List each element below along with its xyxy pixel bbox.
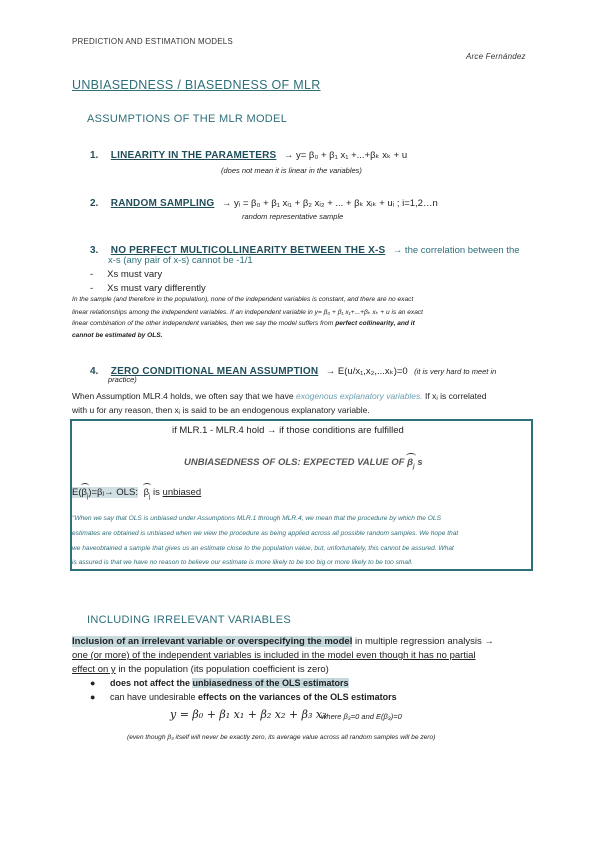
assumption-2-formula: → yᵢ = β₀ + β₁ xᵢ₁ + β₂ xᵢ₂ + ... + βₖ xᵢₖ + uᵢ ; i=1,2…n (221, 198, 438, 209)
page-title: UNBIASEDNESS / BIASEDNESS OF MLR (72, 78, 321, 92)
irrelevant-bullet-1: ● does not affect the unbiasedness of the OLS estimators (90, 678, 349, 688)
assumption-4-para-line-1 (72, 391, 486, 402)
author-name: Arce Fernández (466, 52, 526, 61)
box-heading (184, 457, 423, 470)
assumption-4-note: (it is very hard to meet in (414, 367, 497, 376)
bullet-bold-text: effects on the variances of the OLS estimators (198, 692, 397, 702)
bullet-highlight: unbiasedness of the OLS estimators (192, 678, 349, 688)
eq-text: is (153, 487, 160, 498)
assumption-3-para-line-2: linear relationships among the independent variables. If an independent variable in y= β₀ + β₁ x₁+...+βₖ xₖ + u is an exact (72, 309, 424, 316)
box-equation (72, 487, 201, 500)
beta-symbol: β (407, 457, 414, 468)
assumption-4-para-line-2: with u for any reason, then xⱼ is said to be an endogenous explanatory variable. (72, 405, 370, 415)
irrelevant-para-line-2: one (or more) of the independent variables is included in the model even though it has no partial (72, 650, 476, 661)
para-text: linear combination of the other independent variables, then we say the model suffers from (72, 320, 334, 327)
beta-symbol: β (143, 487, 150, 498)
assumption-2-label: RANDOM SAMPLING (110, 198, 215, 209)
regression-equation-condition: where β₃=0 and E(β₃)=0 (321, 712, 402, 721)
beta-hat-symbol (144, 487, 151, 500)
overspecifying-term: Inclusion of an irrelevant variable or overspecifying the model (72, 636, 353, 647)
beta-hat-symbol (82, 487, 89, 500)
eq-text: )=βⱼ→ OLS: (88, 487, 138, 498)
subscript: j (149, 493, 151, 500)
assumption-3-line1: → the correlation between the (392, 245, 520, 256)
box-quote-line-4: is assured is that we have no reason to believe our estimate is more likely to be too big or more likely to be too small. (72, 559, 413, 566)
assumption-3-label: NO PERFECT MULTICOLLINEARITY BETWEEN THE X-S (110, 245, 386, 256)
box-heading-tail: s (417, 457, 423, 468)
course-header: PREDICTION AND ESTIMATION MODELS (72, 37, 233, 46)
box-condition-line: if MLR.1 - MLR.4 hold → if those conditions are fulfilled (172, 425, 404, 436)
beta-hat-symbol (407, 457, 415, 470)
box-quote-line-3: we haveobtained a sample that gives us an estimate close to the population value, but, unfortunately, this cannot be assured. What (72, 545, 454, 552)
para-text: If xⱼ is correlated (424, 391, 487, 401)
assumption-4-formula: → E(u/x₁,x₂,...xₖ)=0 (325, 366, 408, 377)
assumption-3-para-line-4: cannot be estimated by OLS. (72, 332, 163, 339)
section-heading-assumptions: ASSUMPTIONS OF THE MLR MODEL (87, 113, 288, 125)
box-quote-line-2: estimates are obtained is unbiased when we view the procedure as being applied across all possible random samples. We hope that (72, 530, 459, 537)
subscript: j (413, 463, 415, 470)
assumption-4-label: ZERO CONDITIONAL MEAN ASSUMPTION (110, 366, 319, 377)
subscript: j (86, 493, 89, 500)
assumption-2 (90, 193, 438, 211)
exogenous-term: exogenous explanatory variables. (295, 391, 423, 401)
assumption-3-para-line-3 (72, 320, 415, 327)
para-text: in multiple regression analysis → (354, 636, 494, 647)
irrelevant-bullet-2: ● can have undesirable effects on the variances of the OLS estimators (90, 692, 397, 702)
assumption-3-line2: x-s (any pair of x-s) cannot be -1/1 (108, 255, 253, 266)
assumption-number: 2. (90, 198, 99, 209)
expected-value-highlight (72, 487, 138, 498)
assumption-1-note: (does not mean it is linear in the variables) (221, 166, 362, 175)
assumption-number: 1. (90, 150, 99, 161)
assumption-3-para-line-1: In the sample (and therefore in the population), none of the independent variables is constant, and there are no exact (72, 296, 414, 303)
box-quote-line-1: "When we say that OLS is unbiased under Assumptions MLR.1 through MLR.4, we mean that the procedure by which the OLS (72, 515, 441, 522)
irrelevant-para-line-3 (72, 664, 329, 675)
box-heading-text: UNBIASEDNESS OF OLS: EXPECTED VALUE OF (184, 457, 405, 468)
assumption-4-note-cont: practice) (108, 375, 137, 384)
eq-text: E( (72, 487, 82, 498)
assumption-number: 4. (90, 366, 99, 377)
beta-symbol: β (81, 487, 87, 498)
unbiased-term: unbiased (162, 487, 202, 498)
assumption-1-label: LINEARITY IN THE PARAMETERS (110, 150, 277, 161)
para-bold-text: perfect collinearity, and it (335, 320, 415, 327)
bullet-text: can have undesirable (109, 692, 196, 702)
section-heading-irrelevant: INCLUDING IRRELEVANT VARIABLES (87, 614, 291, 626)
assumption-4 (90, 361, 496, 379)
bullet-text: Xs must vary (107, 269, 163, 280)
assumption-number: 3. (90, 245, 99, 256)
para-text: in the population (its population coefficient is zero) (118, 664, 329, 675)
assumption-3-bullet-1: - Xs must vary (90, 269, 163, 280)
assumption-1 (90, 145, 407, 163)
assumption-1-formula: → y= β₀ + β₁ x₁ +...+βₖ xₖ + u (283, 150, 408, 161)
irrelevant-footnote: (even though β₃ itself will never be exactly zero, its average value across all random samples will be zero) (127, 734, 436, 741)
assumption-3-bullet-2: - Xs must vary differently (90, 283, 206, 294)
irrelevant-para-line-1 (72, 636, 494, 647)
bullet-text: does not affect the (109, 678, 190, 688)
para-text: effect on y (72, 664, 116, 675)
regression-equation: y = β₀ + β₁ x₁ + β₂ x₂ + β₃ x₃ (170, 708, 327, 721)
para-text: When Assumption MLR.4 holds, we often say that we have (72, 391, 294, 401)
bullet-text: Xs must vary differently (107, 283, 206, 294)
assumption-2-note: random representative sample (242, 212, 344, 221)
